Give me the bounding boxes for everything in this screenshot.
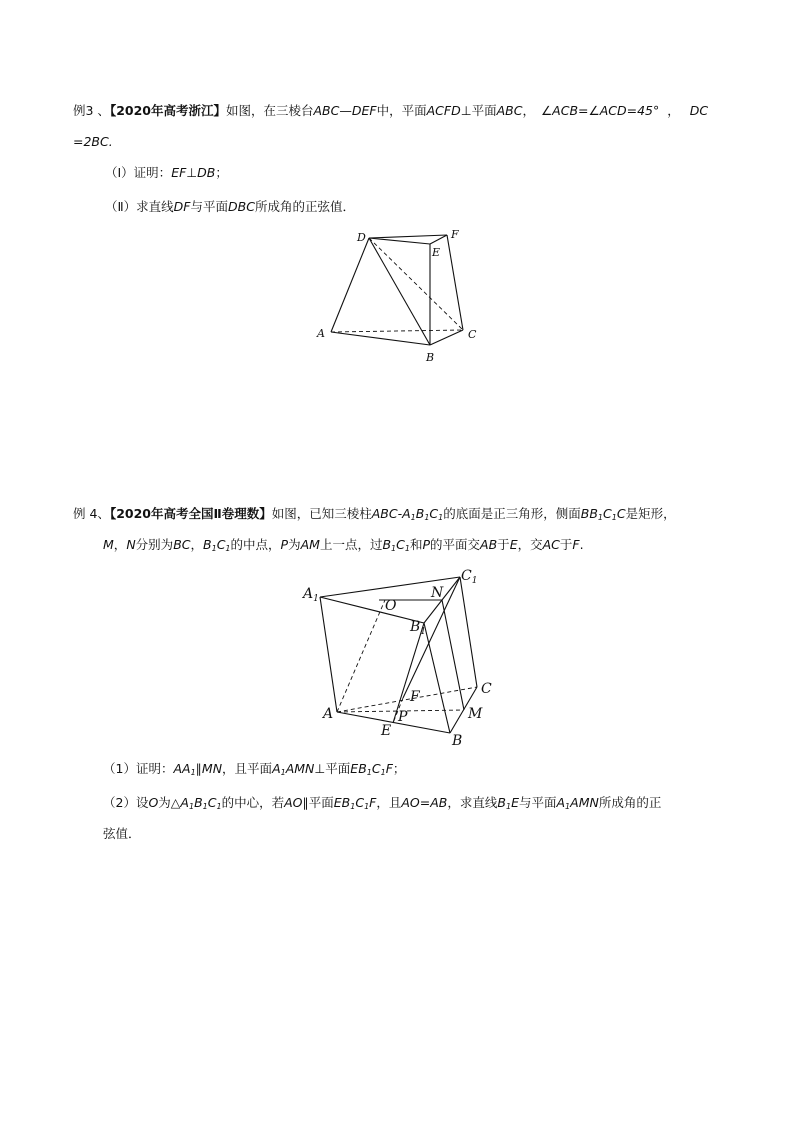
label-A: A — [323, 706, 334, 722]
label-F: F — [410, 689, 420, 705]
ex3-source: 【2020年高考浙江】 — [109, 103, 226, 118]
edge-B1B — [424, 623, 450, 733]
ex3-text: 中，平面 — [376, 103, 427, 118]
ex3-q2-line: DF — [173, 199, 191, 214]
ex3-text: ， — [667, 103, 680, 118]
label-B: B — [452, 733, 463, 749]
label-P: P — [398, 709, 408, 725]
ex4-source: 【2020年高考全国Ⅱ卷理数】 — [109, 506, 272, 521]
edge-C1C — [460, 577, 477, 687]
ex4-text: 如图，已知三棱柱 — [271, 506, 372, 521]
ex3-text: ⊥平面 — [460, 103, 497, 118]
ex3-frustum: ABC—DEF — [313, 103, 377, 118]
label-O: O — [385, 598, 397, 614]
ex3-label: 例3 、 — [73, 103, 110, 118]
ex3-q1-expr: EF⊥DB — [171, 165, 216, 180]
ex3-q2-text: （Ⅱ）求直线 — [105, 199, 174, 214]
ex3-text: ， — [522, 103, 535, 118]
ex4-question-1: （1）证明：$AA_1\parallel MN$，且平面$A_1AMN\perp$平面$EB_1C_1F$； — [103, 761, 406, 777]
segment-AO-hidden — [337, 600, 385, 712]
ex3-line-2: =2BC. — [73, 134, 113, 149]
ex3-dc: DC — [689, 103, 709, 118]
label-M: M — [468, 706, 483, 722]
label-C: C — [468, 328, 477, 341]
ex3-angles: ∠ACB=∠ACD=45° — [540, 103, 660, 118]
label-C: C — [481, 681, 492, 697]
segment-NM — [442, 600, 464, 710]
label-N: N — [431, 585, 444, 601]
ex4-line-2: M，N分别为BC，$B_1C_1$的中点，P为AM上一点，过$B_1C_1$和P的平面交AB于E，交AC于F. — [103, 537, 584, 553]
ex4-question-2-cont: 弦值． — [103, 826, 141, 841]
edge-A1A — [320, 597, 337, 712]
label-E: E — [381, 723, 392, 739]
ex3-plane: ACFD — [426, 103, 461, 118]
ex3-q2-plane: DBC — [228, 199, 255, 214]
edge-A1B1 — [320, 597, 424, 623]
label-A: A — [317, 327, 325, 340]
ex4-label: 例 4、 — [73, 506, 110, 521]
label-C1: $C_1$ — [461, 568, 478, 586]
ex3-q1-text: ； — [215, 165, 228, 180]
label-B1: $B_1$ — [410, 619, 427, 637]
ex3-text: 如图，在三棱台 — [225, 103, 314, 118]
ex3-plane: ABC — [496, 103, 523, 118]
label-B: B — [426, 351, 435, 364]
label-F: F — [451, 228, 459, 241]
ex4-text: 是矩形， — [625, 506, 676, 521]
edge-AB — [337, 712, 450, 733]
ex3-q1-text: （Ⅰ）证明： — [105, 165, 172, 180]
ex4-prism: ABC-$A_1B_1C_1$ — [371, 506, 444, 522]
label-A1: $A_1$ — [303, 586, 319, 604]
ex3-q2-text: 所成角的正弦值． — [254, 199, 355, 214]
ex4-face: $BB_1C_1C$ — [580, 506, 626, 522]
ex3-q2-text: 与平面 — [190, 199, 228, 214]
ex4-question-2: （2）设O为$\triangle A_1B_1C_1$的中心，若AO∥平面$EB_1C_1F$，且AO=AB，求直线$B_1E$与平面$A_1AMN$所成角的正 — [103, 795, 662, 811]
label-D: D — [357, 231, 366, 244]
segment-B1E — [393, 623, 424, 723]
label-E: E — [432, 246, 441, 259]
ex4-text: 的底面是正三角形，侧面 — [443, 506, 581, 521]
